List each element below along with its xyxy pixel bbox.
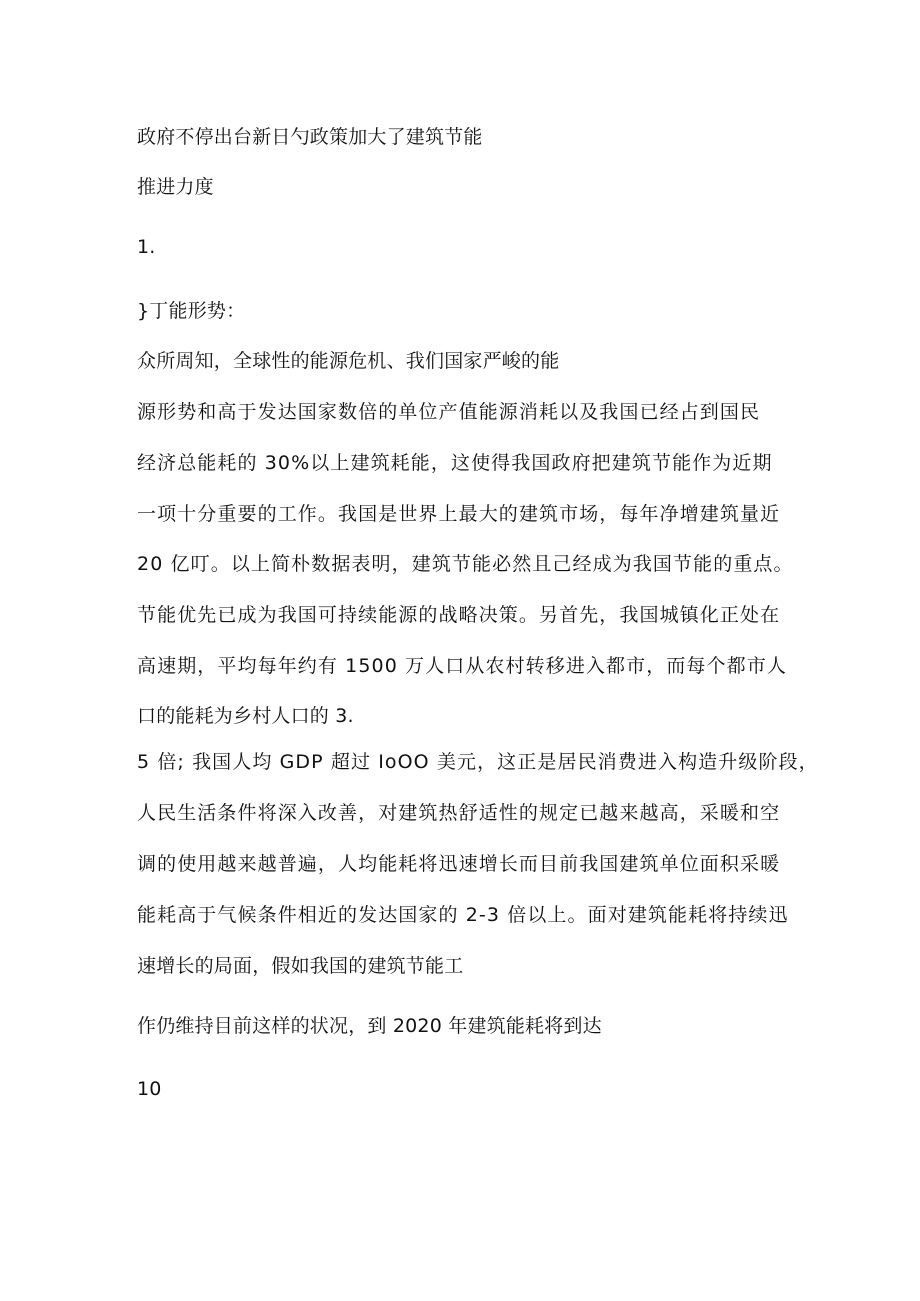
section-number: 1. xyxy=(137,236,156,258)
body-line: 高速期，平均每年约有 1500 万人口从农村转移进入都市，而每个都市人 xyxy=(137,655,787,677)
body-line: 众所周知，全球性的能源危机、我们国家严峻的能 xyxy=(137,350,560,372)
body-line: 10 xyxy=(137,1078,162,1100)
title-line-1: 政府不停出台新日勺政策加大了建筑节能 xyxy=(137,126,483,148)
body-line: 作仍维持目前这样的状况，到 2020 年建筑能耗将到达 xyxy=(137,1015,602,1037)
body-line: 源形势和高于发达国家数倍的单位产值能源消耗以及我国已经占到国民 xyxy=(137,401,761,423)
body-line: 20 亿叮。以上简朴数据表明，建筑节能必然且己经成为我国节能的重点。 xyxy=(137,553,794,575)
title-line-2: 推进力度 xyxy=(137,176,214,198)
body-line: 一项十分重要的工作。我国是世界上最大的建筑市场，每年净增建筑量近 xyxy=(137,503,781,525)
body-line: 经济总能耗的 30%以上建筑耗能，这使得我国政府把建筑节能作为近期 xyxy=(137,452,773,474)
body-line: 速增长的局面，假如我国的建筑节能工 xyxy=(137,955,464,977)
body-line: 节能优先已成为我国可持续能源的战略决策。另首先，我国城镇化正处在 xyxy=(137,604,781,626)
body-line: 人民生活条件将深入改善，对建筑热舒适性的规定已越来越高，采暖和空 xyxy=(137,802,781,824)
body-line: 能耗高于气候条件相近的发达国家的 2-3 倍以上。面对建筑能耗将持续迅 xyxy=(137,904,789,926)
body-line: 5 倍; 我国人均 GDP 超过 IoOO 美元，这正是居民消费进入构造升级阶段， xyxy=(137,751,819,773)
body-line: 调的使用越来越普遍，人均能耗将迅速增长而目前我国建筑单位面积采暖 xyxy=(137,853,781,875)
section-heading: }丁能形势： xyxy=(137,300,246,322)
body-line: 口的能耗为乡村人口的 3. xyxy=(137,705,354,727)
